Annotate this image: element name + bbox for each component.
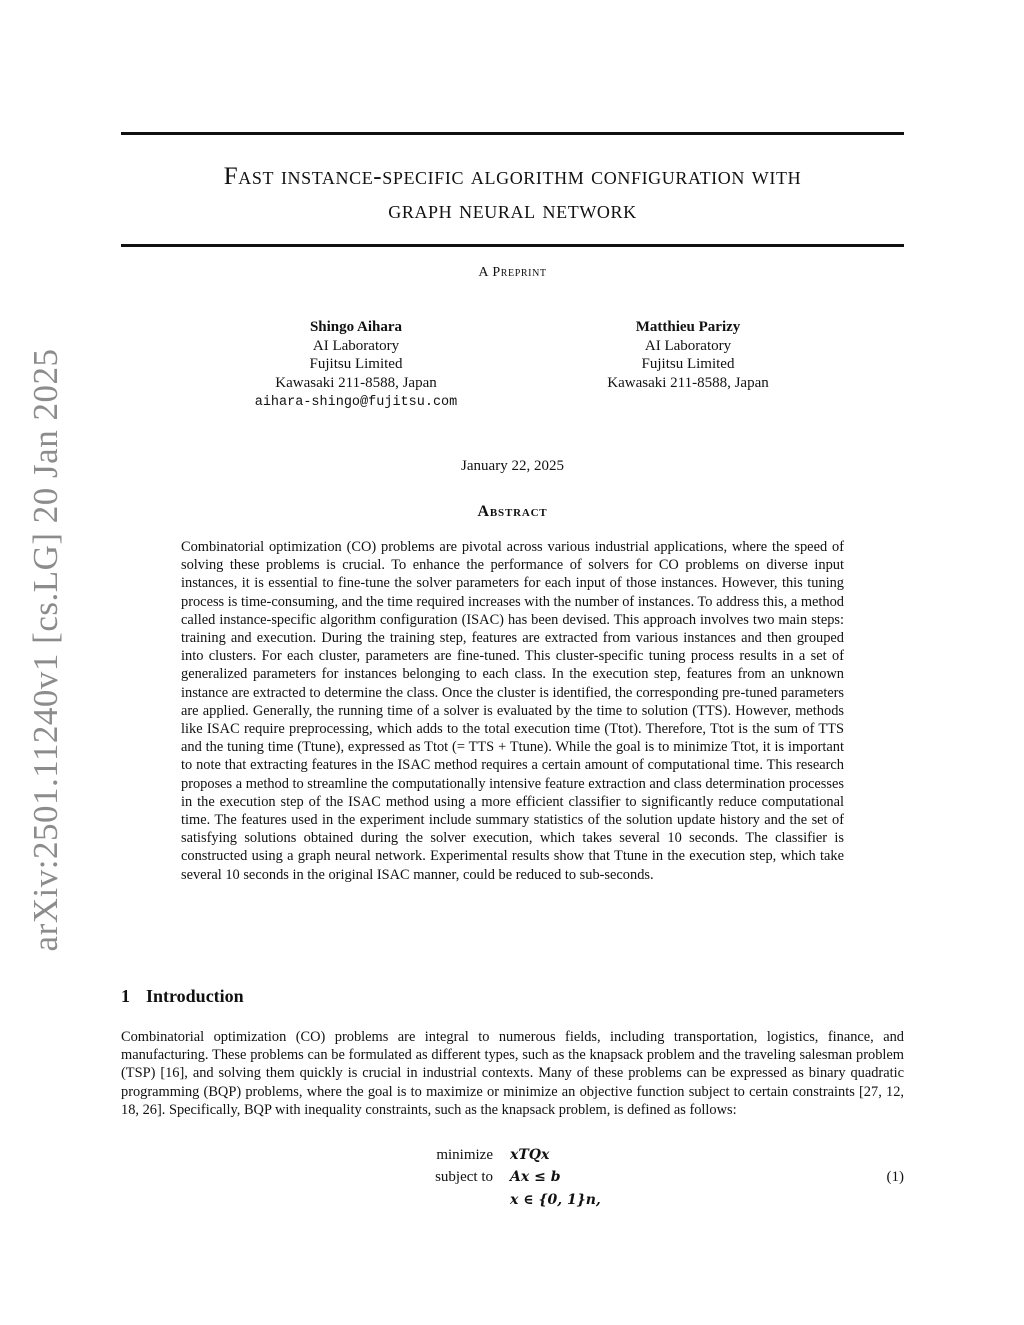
author-affiliation: AI Laboratory bbox=[644, 337, 732, 354]
author-address: Kawasaki 211-8588, Japan bbox=[607, 374, 769, 391]
equation-row-domain bbox=[121, 1192, 904, 1214]
author-email: aihara-shingo@fujitsu.com bbox=[254, 395, 458, 410]
title-bottom-rule bbox=[121, 244, 904, 247]
author-name: Shingo Aihara bbox=[309, 319, 403, 335]
preprint-label: A Preprint bbox=[478, 265, 547, 280]
introduction-paragraph: Combinatorial optimization (CO) problems are integral to numerous fields, including transportation, logistics, finance, and manufacturing. These problems can be formulated as different types, such as the knapsack problem and the traveling salesman problem (TSP) [16], and solving them quickly is crucial in industrial contexts. Many of these problems can be expressed as binary quadratic programming (BQP) problems, where the goal is to maximize or minimize an objective function subject to certain constraints [27, 12, 18, 26]. Specifically, BQP with inequality constraints, such as the knapsack problem, is defined as follows: bbox=[121, 1029, 904, 1118]
equation-row-constraint bbox=[121, 1169, 904, 1191]
section-number: 1 bbox=[121, 986, 130, 1006]
paper-title bbox=[121, 160, 904, 228]
paper-title-line-1: Fast instance-specific algorithm configuration with bbox=[223, 163, 802, 190]
abstract-text: Combinatorial optimization (CO) problems are pivotal across various industrial applications, where the speed of solving these problems is crucial. To enhance the performance of solvers for CO problems on diverse input instances, it is essential to fine-tune the solver parameters for each input of those instances. However, this tuning process is time-consuming, and the time required increases with the number of instances. To address this, a method called instance-specific algorithm configuration (ISAC) has been devised. This approach involves two main steps: training and execution. During the training step, features are extracted from various instances and then grouped into clusters. For each cluster, parameters are fine-tuned. This cluster-specific tuning process results in a set of generalized parameters for instances belonging to each class. In the execution step, features from an unknown instance are extracted to determine the class. Once the cluster is identified, the corresponding pre-tuned parameters are applied. Generally, the running time of a solver is evaluated by the time to solution (TTS). However, methods like ISAC require preprocessing, which adds to the total execution time (Ttot). Therefore, Ttot is the sum of TTS and the tuning time (Ttune), expressed as Ttot (= TTS + Ttune). While the goal is to minimize Ttot, it is important to note that extracting features in the ISAC method requires a certain amount of computational time. This research proposes a method to streamline the computationally intensive feature extraction and class determination processes in the execution step of the ISAC method using a more efficient classifier to significantly reduce computational time. The features used in the experiment include summary statistics of the solution update history and the set of satisfying solutions obtained during the solver execution, which takes several 10 seconds. The classifier is constructed using a graph neural network. Experimental results show that Ttune in the execution step, which take several 10 seconds in the original ISAC manner, could be reduced to sub-seconds. bbox=[181, 539, 844, 883]
equation-domain: x ∈ {0, 1}n, bbox=[510, 1192, 601, 1208]
author-address: Kawasaki 211-8588, Japan bbox=[275, 374, 437, 391]
title-top-rule bbox=[121, 132, 904, 135]
abstract-heading: Abstract bbox=[477, 503, 548, 520]
author-affiliation: AI Laboratory bbox=[312, 337, 400, 354]
equation-objective: xTQx bbox=[510, 1147, 550, 1163]
paper-title-line-2: graph neural network bbox=[388, 197, 637, 224]
author-block-1 bbox=[206, 318, 506, 413]
equation-row-objective bbox=[121, 1147, 904, 1169]
author-organization: Fujitsu Limited bbox=[309, 356, 403, 372]
equation-label-minimize: minimize bbox=[436, 1147, 493, 1163]
equation-1 bbox=[121, 1147, 904, 1213]
equation-label-subject-to: subject to bbox=[435, 1169, 493, 1185]
publication-date: January 22, 2025 bbox=[461, 458, 564, 474]
author-block-2 bbox=[538, 318, 838, 392]
author-name: Matthieu Parizy bbox=[635, 319, 741, 335]
section-title: Introduction bbox=[146, 986, 244, 1006]
equation-constraint: Ax ≤ b bbox=[510, 1169, 561, 1185]
arxiv-identifier: arXiv:2501.11240v1 [cs.LG] 20 Jan 2025 bbox=[26, 348, 65, 952]
section-heading-introduction bbox=[121, 986, 244, 1007]
author-organization: Fujitsu Limited bbox=[641, 356, 735, 372]
equation-number: (1) bbox=[886, 1169, 904, 1185]
